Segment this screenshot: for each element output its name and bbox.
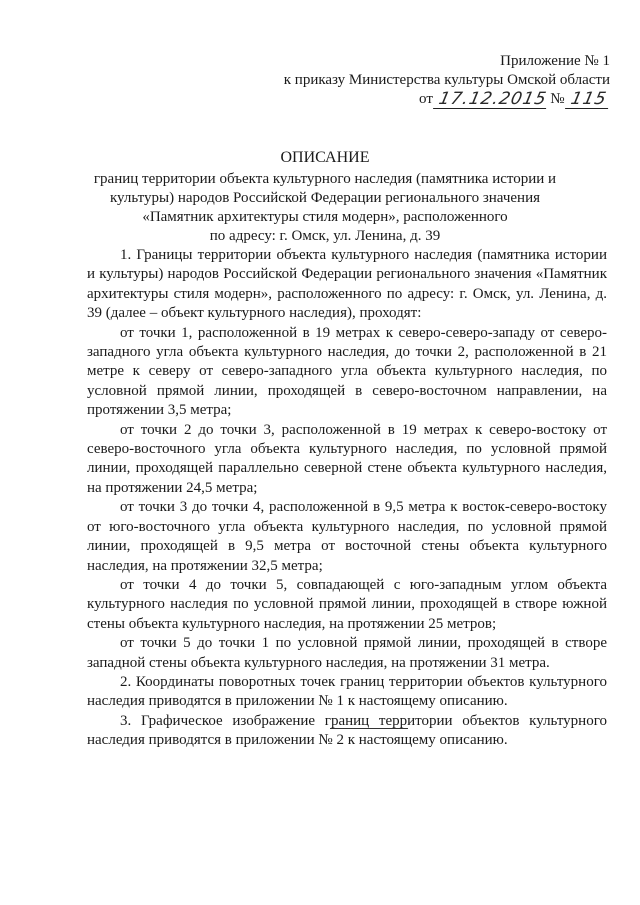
paragraph-2: 2. Координаты поворотных точек границ территории объектов культурного наследия приводятся в приложении № 1 к настоящему описанию. xyxy=(87,673,607,710)
title-line-1: границ территории объекта культурного наследия (памятника истории и xyxy=(93,171,557,187)
handwritten-date: 17.12.2015 xyxy=(433,90,550,109)
annex-number-label: № xyxy=(550,91,565,107)
title-line-3: «Памятник архитектуры стиля модерн», расположенного xyxy=(142,209,508,225)
handwritten-number: 115 xyxy=(565,90,612,109)
document-heading: ОПИСАНИЕ xyxy=(280,149,370,166)
annex-header xyxy=(284,52,610,109)
paragraph-point-5: от точки 5 до точки 1 по условной прямой линии, проходящей в створе западной стены объекта культурного наследия, на протяжении 31 метра. xyxy=(87,635,607,671)
paragraph-point-1: от точки 1, расположенной в 19 метрах к северо-северо-западу от северо-западного угла объекта культурного наследия, до точки 2, расположенной в 21 метре к северу от северо-западного угла объекта культурного наследия, по условной прямой линии, проходящей в северо-восточном направлении, на протяжении 3,5 метра; xyxy=(87,324,607,419)
title-line-2: культуры) народов Российской Федерации регионального значения xyxy=(109,190,541,206)
document-title-block xyxy=(80,148,570,246)
annex-title: Приложение № 1 xyxy=(500,53,610,69)
title-line-4: по адресу: г. Омск, ул. Ленина, д. 39 xyxy=(209,228,441,244)
paragraph-point-3: от точки 3 до точки 4, расположенной в 9,5 метра к восток-северо-востоку от юго-восточного угла объекта культурного наследия, по условной прямой линии, проходящей в 9,5 метра от восточной стены объекта культурного наследия, на протяжении 32,5 метра; xyxy=(87,499,607,574)
document-body xyxy=(87,246,607,751)
closing-divider xyxy=(330,728,408,729)
paragraph-1: 1. Границы территории объекта культурного наследия (памятника истории и культуры) народов Российской Федерации регионального значения «Памятник архитектуры стиля модерн», расположенного по адресу: г. Омск, ул. Ленина, д. 39 (далее – объект культурного наследия), проходят: xyxy=(87,247,607,322)
paragraph-3: 3. Графическое изображение границ территории объектов культурного наследия приводятся в приложении № 2 к настоящему описанию. xyxy=(87,712,607,749)
annex-order-date-line xyxy=(284,90,610,109)
annex-order-reference: к приказу Министерства культуры Омской области xyxy=(283,72,610,88)
annex-from-label: от xyxy=(419,91,433,107)
paragraph-point-2: от точки 2 до точки 3, расположенной в 19 метрах к северо-востоку от северо-восточного угла объекта культурного наследия, по условной прямой линии, проходящей параллельно северной стене объекта культурного наследия, на протяжении 24,5 метра; xyxy=(87,421,607,496)
paragraph-point-4: от точки 4 до точки 5, совпадающей с юго-западным углом объекта культурного наследия по условной прямой линии, проходящей в створе южной стены объекта культурного наследия, на протяжении 25 метров; xyxy=(87,576,607,632)
